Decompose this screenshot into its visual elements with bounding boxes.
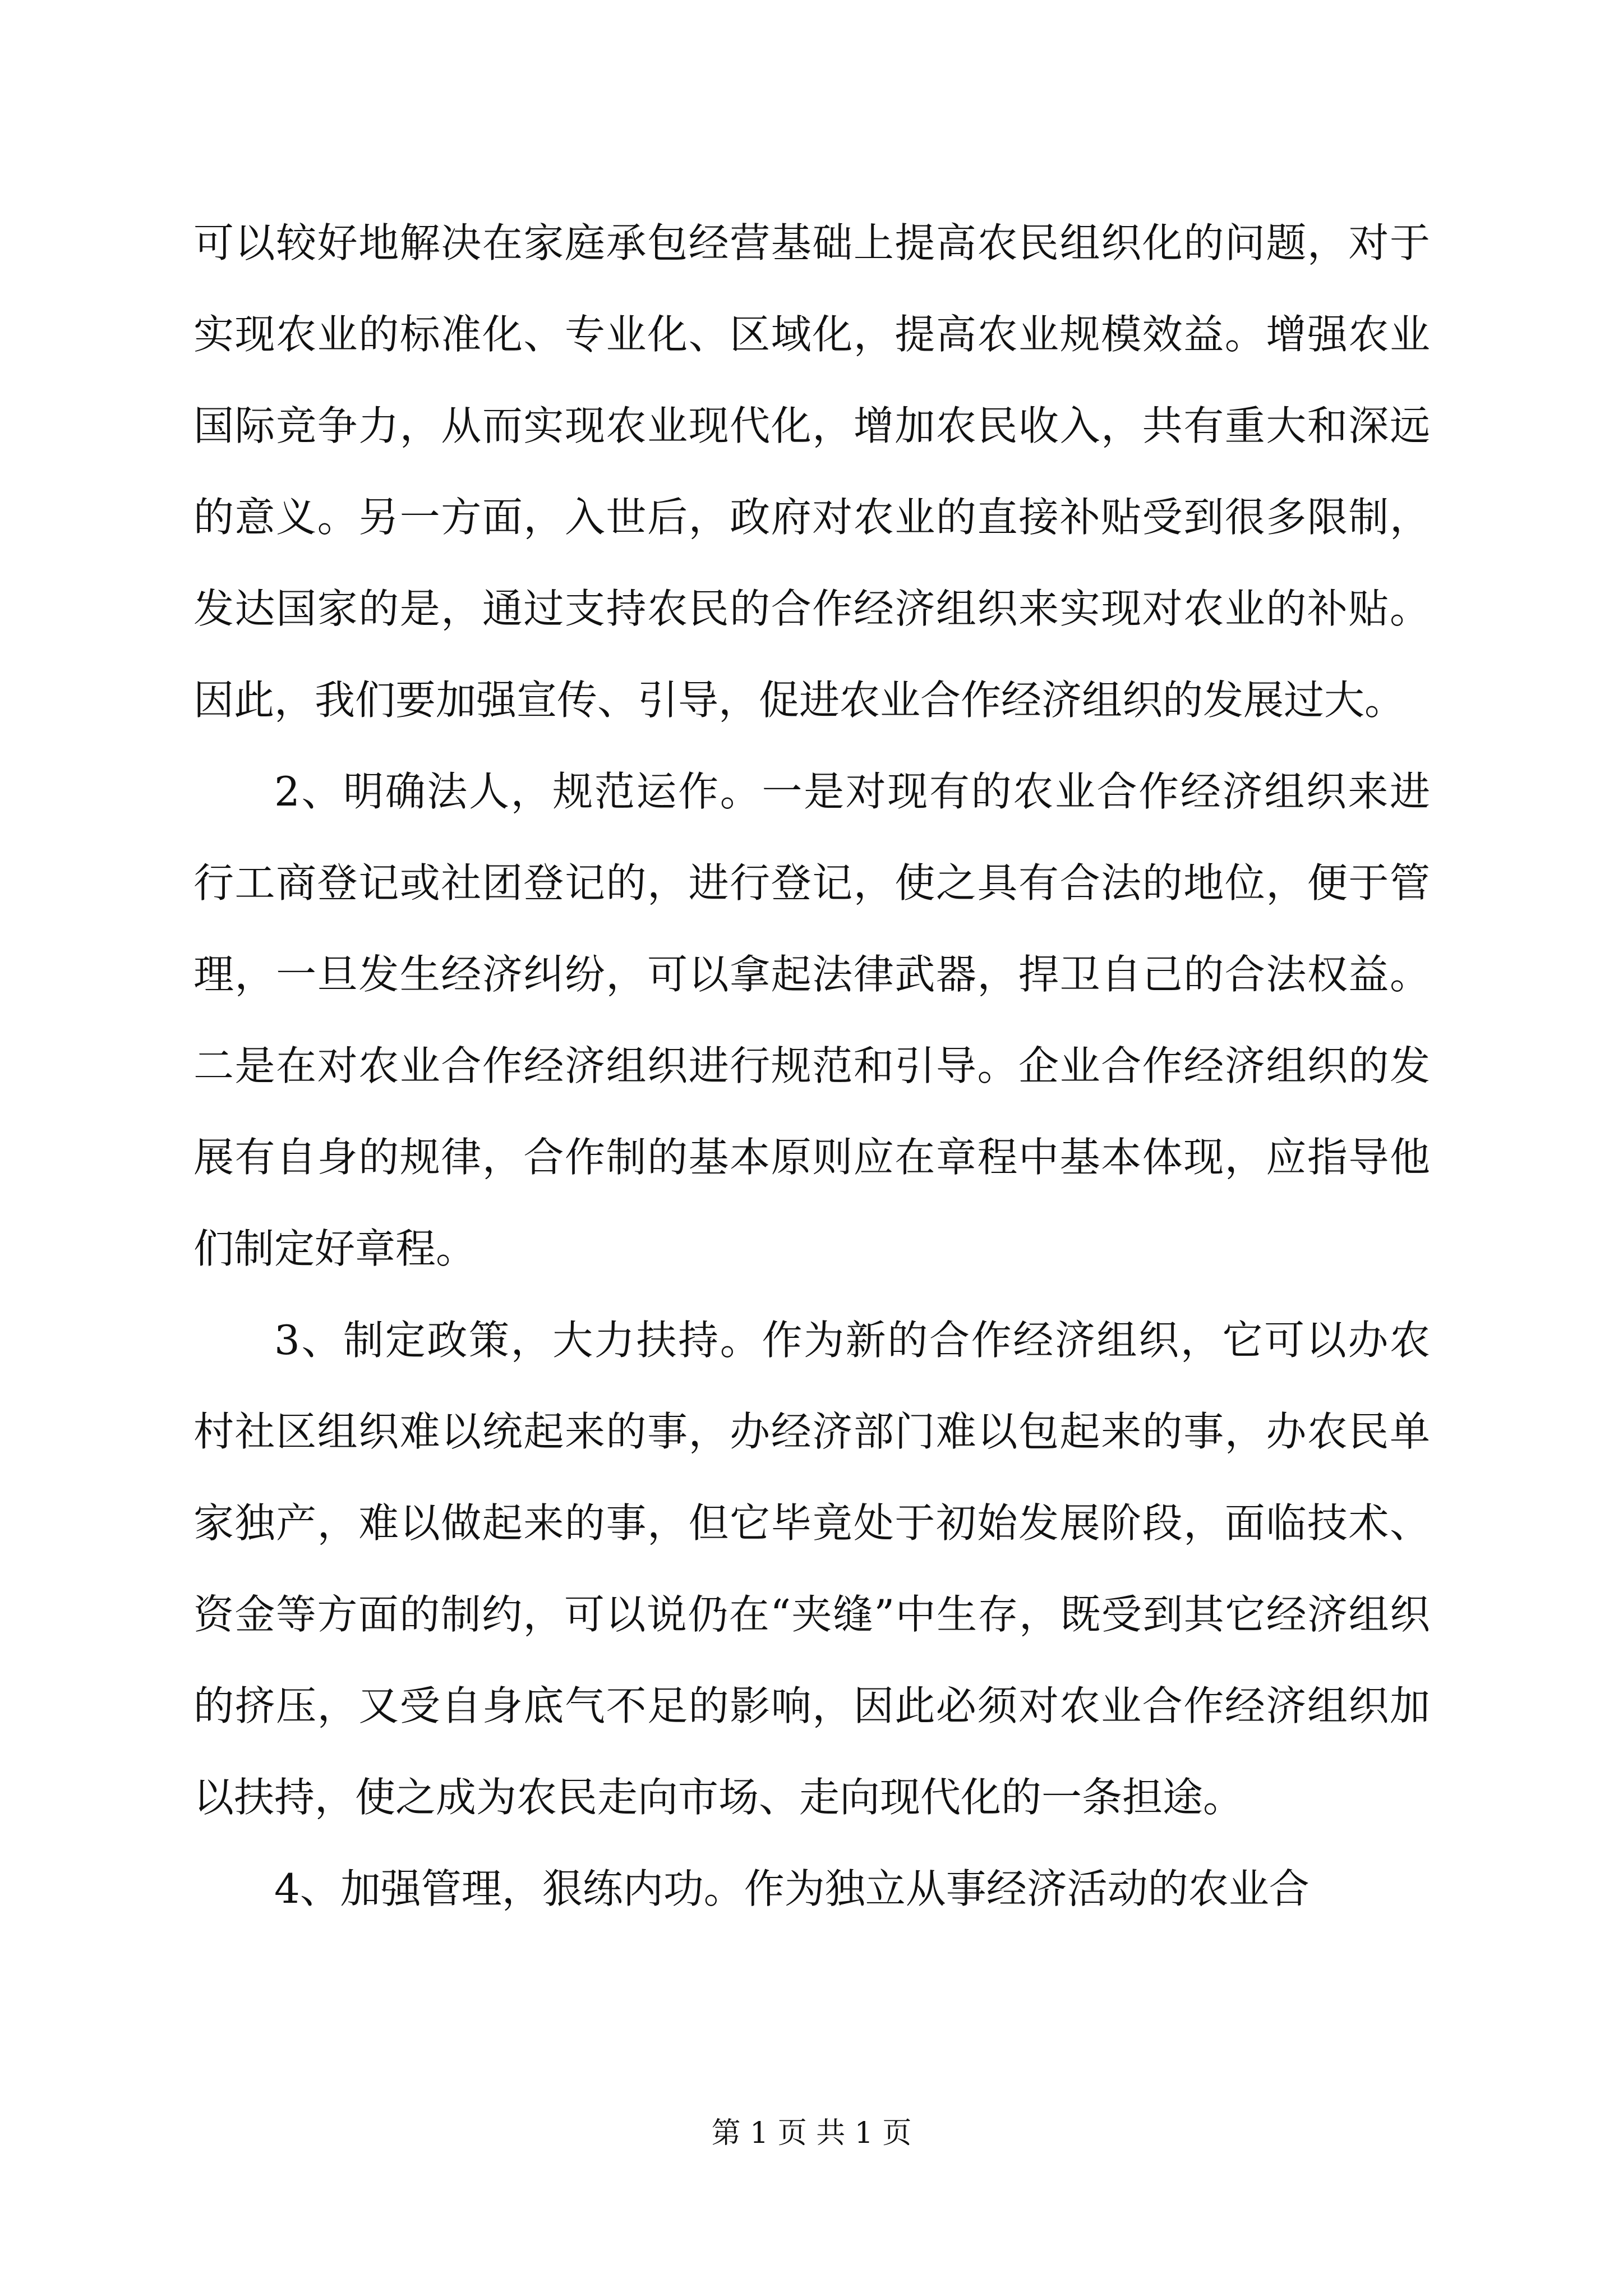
paragraph-2: 2、明确法人，规范运作。一是对现有的农业合作经济组织来进行工商登记或社团登记的，进行登记，使之具有合法的地位，便于管理，一旦发生经济纠纷，可以拿起法律武器，捍卫自己的合法权益。二是在对农业合作经济组织进行规范和引导。企业合作经济组织的发展有自身的规律，合作制的基本原则应在章程中基本体现，应指导他们制定好章程。 [193,768,1430,1272]
paragraph-1: 可以较好地解决在家庭承包经营基础上提高农民组织化的问题，对于实现农业的标准化、专业化、区域化，提高农业规模效益。增强农业国际竞争力，从而实现农业现代化，增加农民收入，共有重大和深远的意义。另一方面，入世后，政府对农业的直接补贴受到很多限制，发达国家的是，通过支持农民的合作经济组织来实现对农业的补贴。因此，我们要加强宣传、引导，促进农业合作经济组织的发展过大。 [193,219,1430,724]
paragraph-3: 3、制定政策，大力扶持。作为新的合作经济组织，它可以办农村社区组织难以统起来的事，办经济部门难以包起来的事，办农民单家独产，难以做起来的事，但它毕竟处于初始发展阶段，面临技术、资金等方面的制约，可以说仍在“夹缝”中生存，既受到其它经济组织的挤压，又受自身底气不足的影响，因此必须对农业合作经济组织加以扶持，使之成为农民走向市场、走向现代化的一条担途。 [193,1317,1430,1821]
page-footer: 第 1 页 共 1 页 [711,2116,912,2150]
paragraph-4: 4、加强管理，狠练内功。作为独立从事经济活动的农业合 [274,1865,1310,1912]
document-body [193,197,1430,1935]
